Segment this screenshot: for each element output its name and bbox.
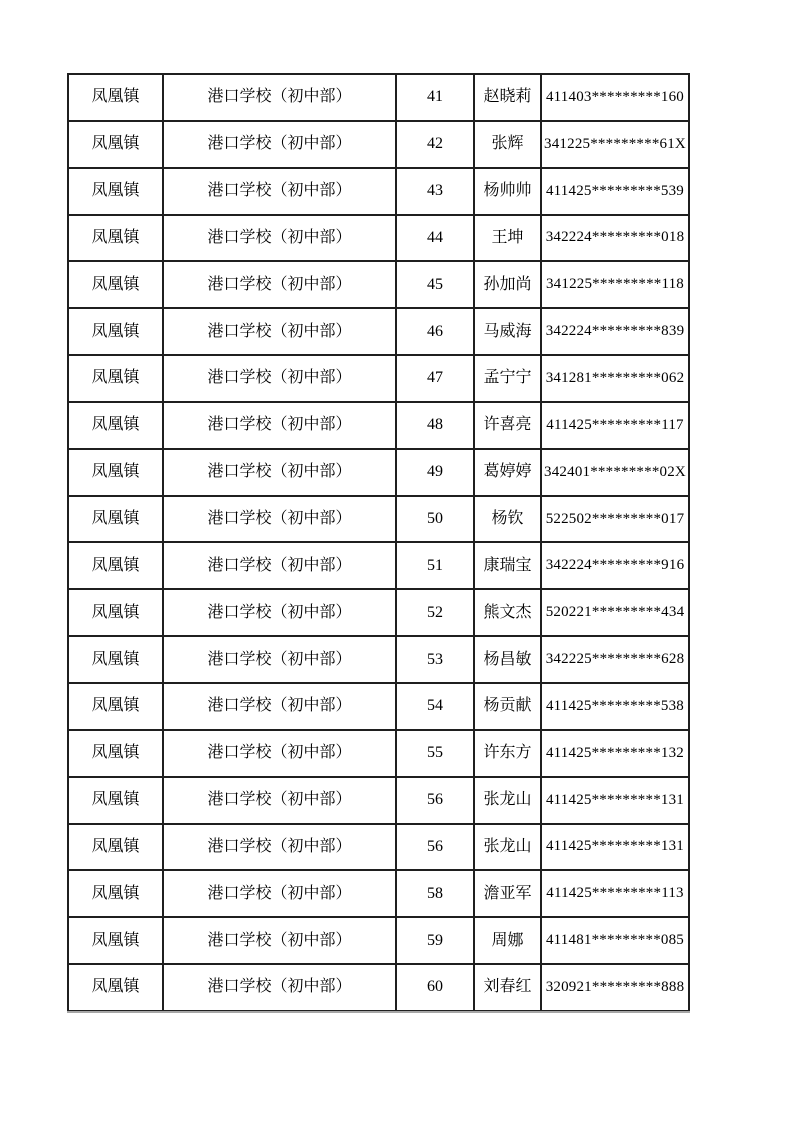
cell-name: 周娜	[474, 917, 541, 964]
cell-name: 张龙山	[474, 824, 541, 871]
table-row	[68, 870, 689, 917]
cell-name: 许东方	[474, 730, 541, 777]
table-row	[68, 496, 689, 543]
cell-seq: 41	[396, 74, 474, 121]
table-row	[68, 449, 689, 496]
table-row	[68, 824, 689, 871]
cell-school: 港口学校（初中部）	[163, 730, 396, 777]
cell-town: 凤凰镇	[68, 730, 163, 777]
cell-id_number: 341281*********062	[541, 355, 689, 402]
cell-school: 港口学校（初中部）	[163, 824, 396, 871]
cell-town: 凤凰镇	[68, 355, 163, 402]
cell-school: 港口学校（初中部）	[163, 870, 396, 917]
table-row	[68, 168, 689, 215]
cell-name: 刘春红	[474, 964, 541, 1011]
table-row	[68, 215, 689, 262]
cell-id_number: 342224*********916	[541, 542, 689, 589]
cell-school: 港口学校（初中部）	[163, 542, 396, 589]
cell-school: 港口学校（初中部）	[163, 496, 396, 543]
cell-school: 港口学校（初中部）	[163, 261, 396, 308]
cell-seq: 43	[396, 168, 474, 215]
cell-id_number: 411425*********131	[541, 777, 689, 824]
cell-name: 许喜亮	[474, 402, 541, 449]
cell-id_number: 342224*********839	[541, 308, 689, 355]
cell-seq: 44	[396, 215, 474, 262]
table-row	[68, 355, 689, 402]
cell-id_number: 320921*********888	[541, 964, 689, 1011]
cell-town: 凤凰镇	[68, 870, 163, 917]
cell-school: 港口学校（初中部）	[163, 777, 396, 824]
table-row	[68, 917, 689, 964]
table-row	[68, 74, 689, 121]
cell-town: 凤凰镇	[68, 121, 163, 168]
cell-town: 凤凰镇	[68, 168, 163, 215]
cell-school: 港口学校（初中部）	[163, 402, 396, 449]
cell-seq: 42	[396, 121, 474, 168]
cell-name: 杨昌敏	[474, 636, 541, 683]
cell-seq: 50	[396, 496, 474, 543]
cell-id_number: 341225*********61X	[541, 121, 689, 168]
cell-seq: 51	[396, 542, 474, 589]
cell-id_number: 411425*********538	[541, 683, 689, 730]
cell-name: 杨帅帅	[474, 168, 541, 215]
cell-seq: 55	[396, 730, 474, 777]
cell-seq: 56	[396, 777, 474, 824]
cell-id_number: 411403*********160	[541, 74, 689, 121]
cell-id_number: 411481*********085	[541, 917, 689, 964]
table-row	[68, 683, 689, 730]
cell-seq: 52	[396, 589, 474, 636]
cell-id_number: 341225*********118	[541, 261, 689, 308]
cell-seq: 60	[396, 964, 474, 1011]
cell-school: 港口学校（初中部）	[163, 917, 396, 964]
table-row	[68, 777, 689, 824]
table-body	[68, 74, 689, 1011]
cell-town: 凤凰镇	[68, 261, 163, 308]
cell-name: 孙加尚	[474, 261, 541, 308]
cell-id_number: 520221*********434	[541, 589, 689, 636]
cell-id_number: 342401*********02X	[541, 449, 689, 496]
cell-id_number: 411425*********539	[541, 168, 689, 215]
cell-school: 港口学校（初中部）	[163, 964, 396, 1011]
cell-id_number: 522502*********017	[541, 496, 689, 543]
cell-school: 港口学校（初中部）	[163, 636, 396, 683]
cell-town: 凤凰镇	[68, 449, 163, 496]
cell-id_number: 342224*********018	[541, 215, 689, 262]
cell-name: 王坤	[474, 215, 541, 262]
cell-seq: 58	[396, 870, 474, 917]
cell-name: 熊文杰	[474, 589, 541, 636]
cell-town: 凤凰镇	[68, 496, 163, 543]
cell-school: 港口学校（初中部）	[163, 589, 396, 636]
cell-name: 澹亚军	[474, 870, 541, 917]
cell-town: 凤凰镇	[68, 964, 163, 1011]
cell-town: 凤凰镇	[68, 683, 163, 730]
cell-school: 港口学校（初中部）	[163, 215, 396, 262]
cell-id_number: 342225*********628	[541, 636, 689, 683]
cell-name: 赵晓莉	[474, 74, 541, 121]
cell-name: 张辉	[474, 121, 541, 168]
cell-name: 葛婷婷	[474, 449, 541, 496]
cell-name: 杨贡献	[474, 683, 541, 730]
cell-seq: 46	[396, 308, 474, 355]
table-row	[68, 730, 689, 777]
cell-seq: 56	[396, 824, 474, 871]
cell-school: 港口学校（初中部）	[163, 683, 396, 730]
cell-town: 凤凰镇	[68, 402, 163, 449]
cell-school: 港口学校（初中部）	[163, 74, 396, 121]
cell-seq: 49	[396, 449, 474, 496]
cell-town: 凤凰镇	[68, 636, 163, 683]
table-row	[68, 308, 689, 355]
table-row	[68, 121, 689, 168]
cell-town: 凤凰镇	[68, 589, 163, 636]
table-row	[68, 542, 689, 589]
cell-town: 凤凰镇	[68, 777, 163, 824]
cell-seq: 45	[396, 261, 474, 308]
cell-seq: 59	[396, 917, 474, 964]
table-row	[68, 636, 689, 683]
cell-seq: 47	[396, 355, 474, 402]
cell-seq: 54	[396, 683, 474, 730]
table-row	[68, 402, 689, 449]
cell-name: 孟宁宁	[474, 355, 541, 402]
cell-town: 凤凰镇	[68, 824, 163, 871]
cell-seq: 53	[396, 636, 474, 683]
cell-town: 凤凰镇	[68, 215, 163, 262]
cell-school: 港口学校（初中部）	[163, 308, 396, 355]
cell-seq: 48	[396, 402, 474, 449]
student-roster-table	[67, 73, 690, 1012]
cell-school: 港口学校（初中部）	[163, 121, 396, 168]
cell-id_number: 411425*********132	[541, 730, 689, 777]
table-row	[68, 589, 689, 636]
table-row	[68, 261, 689, 308]
cell-school: 港口学校（初中部）	[163, 449, 396, 496]
cell-town: 凤凰镇	[68, 74, 163, 121]
cell-id_number: 411425*********113	[541, 870, 689, 917]
cell-id_number: 411425*********131	[541, 824, 689, 871]
cell-name: 张龙山	[474, 777, 541, 824]
cell-town: 凤凰镇	[68, 542, 163, 589]
cell-name: 马威海	[474, 308, 541, 355]
cell-town: 凤凰镇	[68, 917, 163, 964]
cell-name: 杨钦	[474, 496, 541, 543]
page-break-line	[67, 1011, 690, 1013]
cell-name: 康瑞宝	[474, 542, 541, 589]
cell-id_number: 411425*********117	[541, 402, 689, 449]
cell-town: 凤凰镇	[68, 308, 163, 355]
table-row	[68, 964, 689, 1011]
cell-school: 港口学校（初中部）	[163, 355, 396, 402]
cell-school: 港口学校（初中部）	[163, 168, 396, 215]
